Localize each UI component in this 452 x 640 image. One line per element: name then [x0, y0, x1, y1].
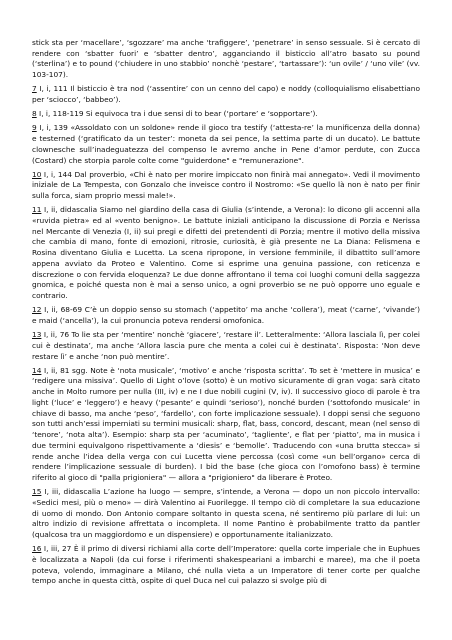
note-paragraph-10 [32, 170, 420, 202]
note-text: stick sta per ‘macellare’, ‘sgozzare’ ma anche ‘trafiggere’, ‘penetrare’ in senso sessuale. Si è cercato di rendere con ‘sbatter fuori’ e ‘sbatter dentro’, agganciando il bisticcio all’atro basato su pound (‘sterlina’) e to pound (‘chiudere in uno stabbio’ nonchè ‘pestare’, ‘tartassare’): ‘un ovile’ / ‘uno vile’ (vv. 103-107). [32, 38, 420, 80]
note-text: I, i, 111 Il bisticcio è tra nod (‘assentire’ con un cenno del capo) e noddy (colloquialismo elisabettiano per ‘sciocco’, ‘babbeo’). [32, 84, 420, 105]
note-paragraph-6 [32, 38, 420, 81]
note-text: I, ii, 81 sgg. Note è ‘nota musicale’, ‘motivo’ e anche ‘risposta scritta’. To set è ‘mettere in musica’ e ‘redigere una missiva’. Quello di Light o’love (sotto) è un motivo sicuramente di gran voga: sarà citato anche in Molto rumore per nulla (III, iv) e ne I due nobili cugini (V, iv). Il successivo gioco di parole è tra light (‘luce’ e ‘leggero’) e heavy (‘pesante’ e quindi ‘serioso’), nonché burden (‘sottofondo musicale’ in chiave di basso, ma anche ‘peso’, ‘fardello’, con forte implicazione sessuale). I doppi sensi che seguono son tutti anch’essi imperniati su termini musicali: sharp, flat, bass, concord, descant, mean (nel senso di ‘tenore’, ‘nota alta’). Esempio: sharp sta per ‘acuminato’, ‘tagliente’, e flat per ‘piatto’, ma in musica i due termini equivalgono rispettivamente a ‘diesis’ e ‘bemolle’. Traducendo con «una brutta stecca» si rende anche l’idea della verga con cui Lucetta viene percossa (così come «un bell’organo» cerca di rendere l’implicazione sessuale di burden). I bid the base (che gioca con l’omofono bass) è termine riferito al gioco di "palla prigioniera" — allora a "prigioniero" da liberare è Proteo. [32, 365, 420, 483]
note-text: I, iii, 27 È il primo di diversi richiami alla corte dell’Imperatore: quella corte imperiale che in Euphues è localizzata a Napoli (da cui forse i riferimenti shakespeariani a imbarchi e maree), ma che il poeta poteva, volendo, immaginare a Milano, ché nulla vieta a un Imperatore di tener corte per qualche tempo anche in questa città, ospite di quel Duca nel cui palazzo si svolge più di [32, 544, 420, 586]
note-number: 13 [32, 330, 42, 340]
note-number: 9 [32, 123, 37, 133]
note-number: 10 [32, 169, 42, 179]
note-paragraph-7 [32, 84, 420, 105]
note-paragraph-13 [32, 330, 420, 362]
note-number: 7 [32, 84, 37, 94]
note-text: I, i, 139 «Assoldato con un soldone» rende il gioco tra testify (‘attesta-re’ la munificenza della donna) e testerned (‘gratificato da un tester’: moneta da sei pence, la settima parte di un ducato). Le battute clownesche sull’inadeguatezza del compenso le avremo anche in Pene d’amor perdute, con Zucca (Costard) che storpia parole colte come "guiderdone" e "remunerazione". [32, 123, 420, 165]
note-text: I, ii, 68-69 C’è un doppio senso su stomach (‘appetito’ ma anche ‘collera’), meat (‘carne’, ‘vivande’) e maid (‘ancella’), la cui pronuncia poteva rendersi omofonica. [32, 305, 420, 325]
note-paragraph-12 [32, 305, 420, 326]
note-paragraph-15 [32, 487, 420, 541]
note-paragraph-9 [32, 123, 420, 166]
note-text: I, ii, 76 To lie sta per ‘mentire’ nonchè ‘giacere’, ‘restare il’. Letteralmente: ‘Allora lasciala lì, per colei cui è destinata’, ma anche ‘Allora lascia pure che menta a colei cui è destinata’. Risposta: ‘Non deve restare lì’ e anche ‘non può mentire’. [32, 330, 420, 361]
note-text: I, i, 144 Dal proverbio, «Chi è nato per morire impiccato non finirà mai annegato». Vedi il movimento iniziale de La Tempesta, con Gonzalo che inveisce contro il Nostromo: «Se quello là non è nato per finir sulla forca, siam proprio messi male!». [32, 169, 420, 201]
note-text: I, i, 118-119 Si equivoca tra i due sensi di to bear (‘portare’ e ‘sopportare’). [36, 109, 318, 119]
note-number: 12 [32, 305, 42, 315]
note-number: 11 [32, 205, 42, 215]
note-paragraph-16 [32, 544, 420, 587]
note-text: I, iii, didascalia L’azione ha luogo — sempre, s’intende, a Verona — dopo un non piccolo intervallo: «Sedici mesi, più o meno» — dirà Valentino ai Fuorilegge. Il tempo ciò di completare la sua educazione di uomo di mondo. Don Antonio compare soltanto in questa scena, né sentiremo più parlare di lui: un altro indizio di revisione affrettata o incompleta. Il nome Pantino è probabilmente tratto da pantler (qualcosa tra un maggiordomo e un dispensiere) e opportunamente italianizzato. [32, 487, 420, 540]
note-paragraph-11 [32, 205, 420, 302]
note-paragraph-14 [32, 366, 420, 484]
note-number: 14 [32, 365, 42, 375]
note-number: 15 [32, 487, 42, 497]
note-text: I, ii, didascalia Siamo nel giardino della casa di Giulia (s’intende, a Verona): lo dicono gli accenni alla «ruvida pietra» ed al «vento benigno». Le battute iniziali anticipano la discussione di Porzia e Nerissa nel Mercante di Venezia (I, ii) sui pregi e difetti dei pretendenti di Porzia; mentre il motivo della missiva che cambia di mano, fonte di emozioni, ritrosie, curiosità, è già presente ne La Diana: Felismena e Rosina diventano Giulia e Lucetta. La scena ripropone, in versione femminile, il dibattito sull’amore appena avviato da Proteo e Valentino. Come si esprime una genuina passione, con reticenza e discrezione o con fervida eloquenza? Le due donne affrontano il tema coi luoghi comuni della saggezza gnomica, e poiché questa non è mai a senso unico, a ogni proverbio se ne può opporre uno eguale e contrario. [32, 205, 420, 301]
note-number: 16 [32, 544, 42, 554]
note-number: 8 [32, 109, 37, 119]
note-paragraph-8 [32, 109, 420, 120]
